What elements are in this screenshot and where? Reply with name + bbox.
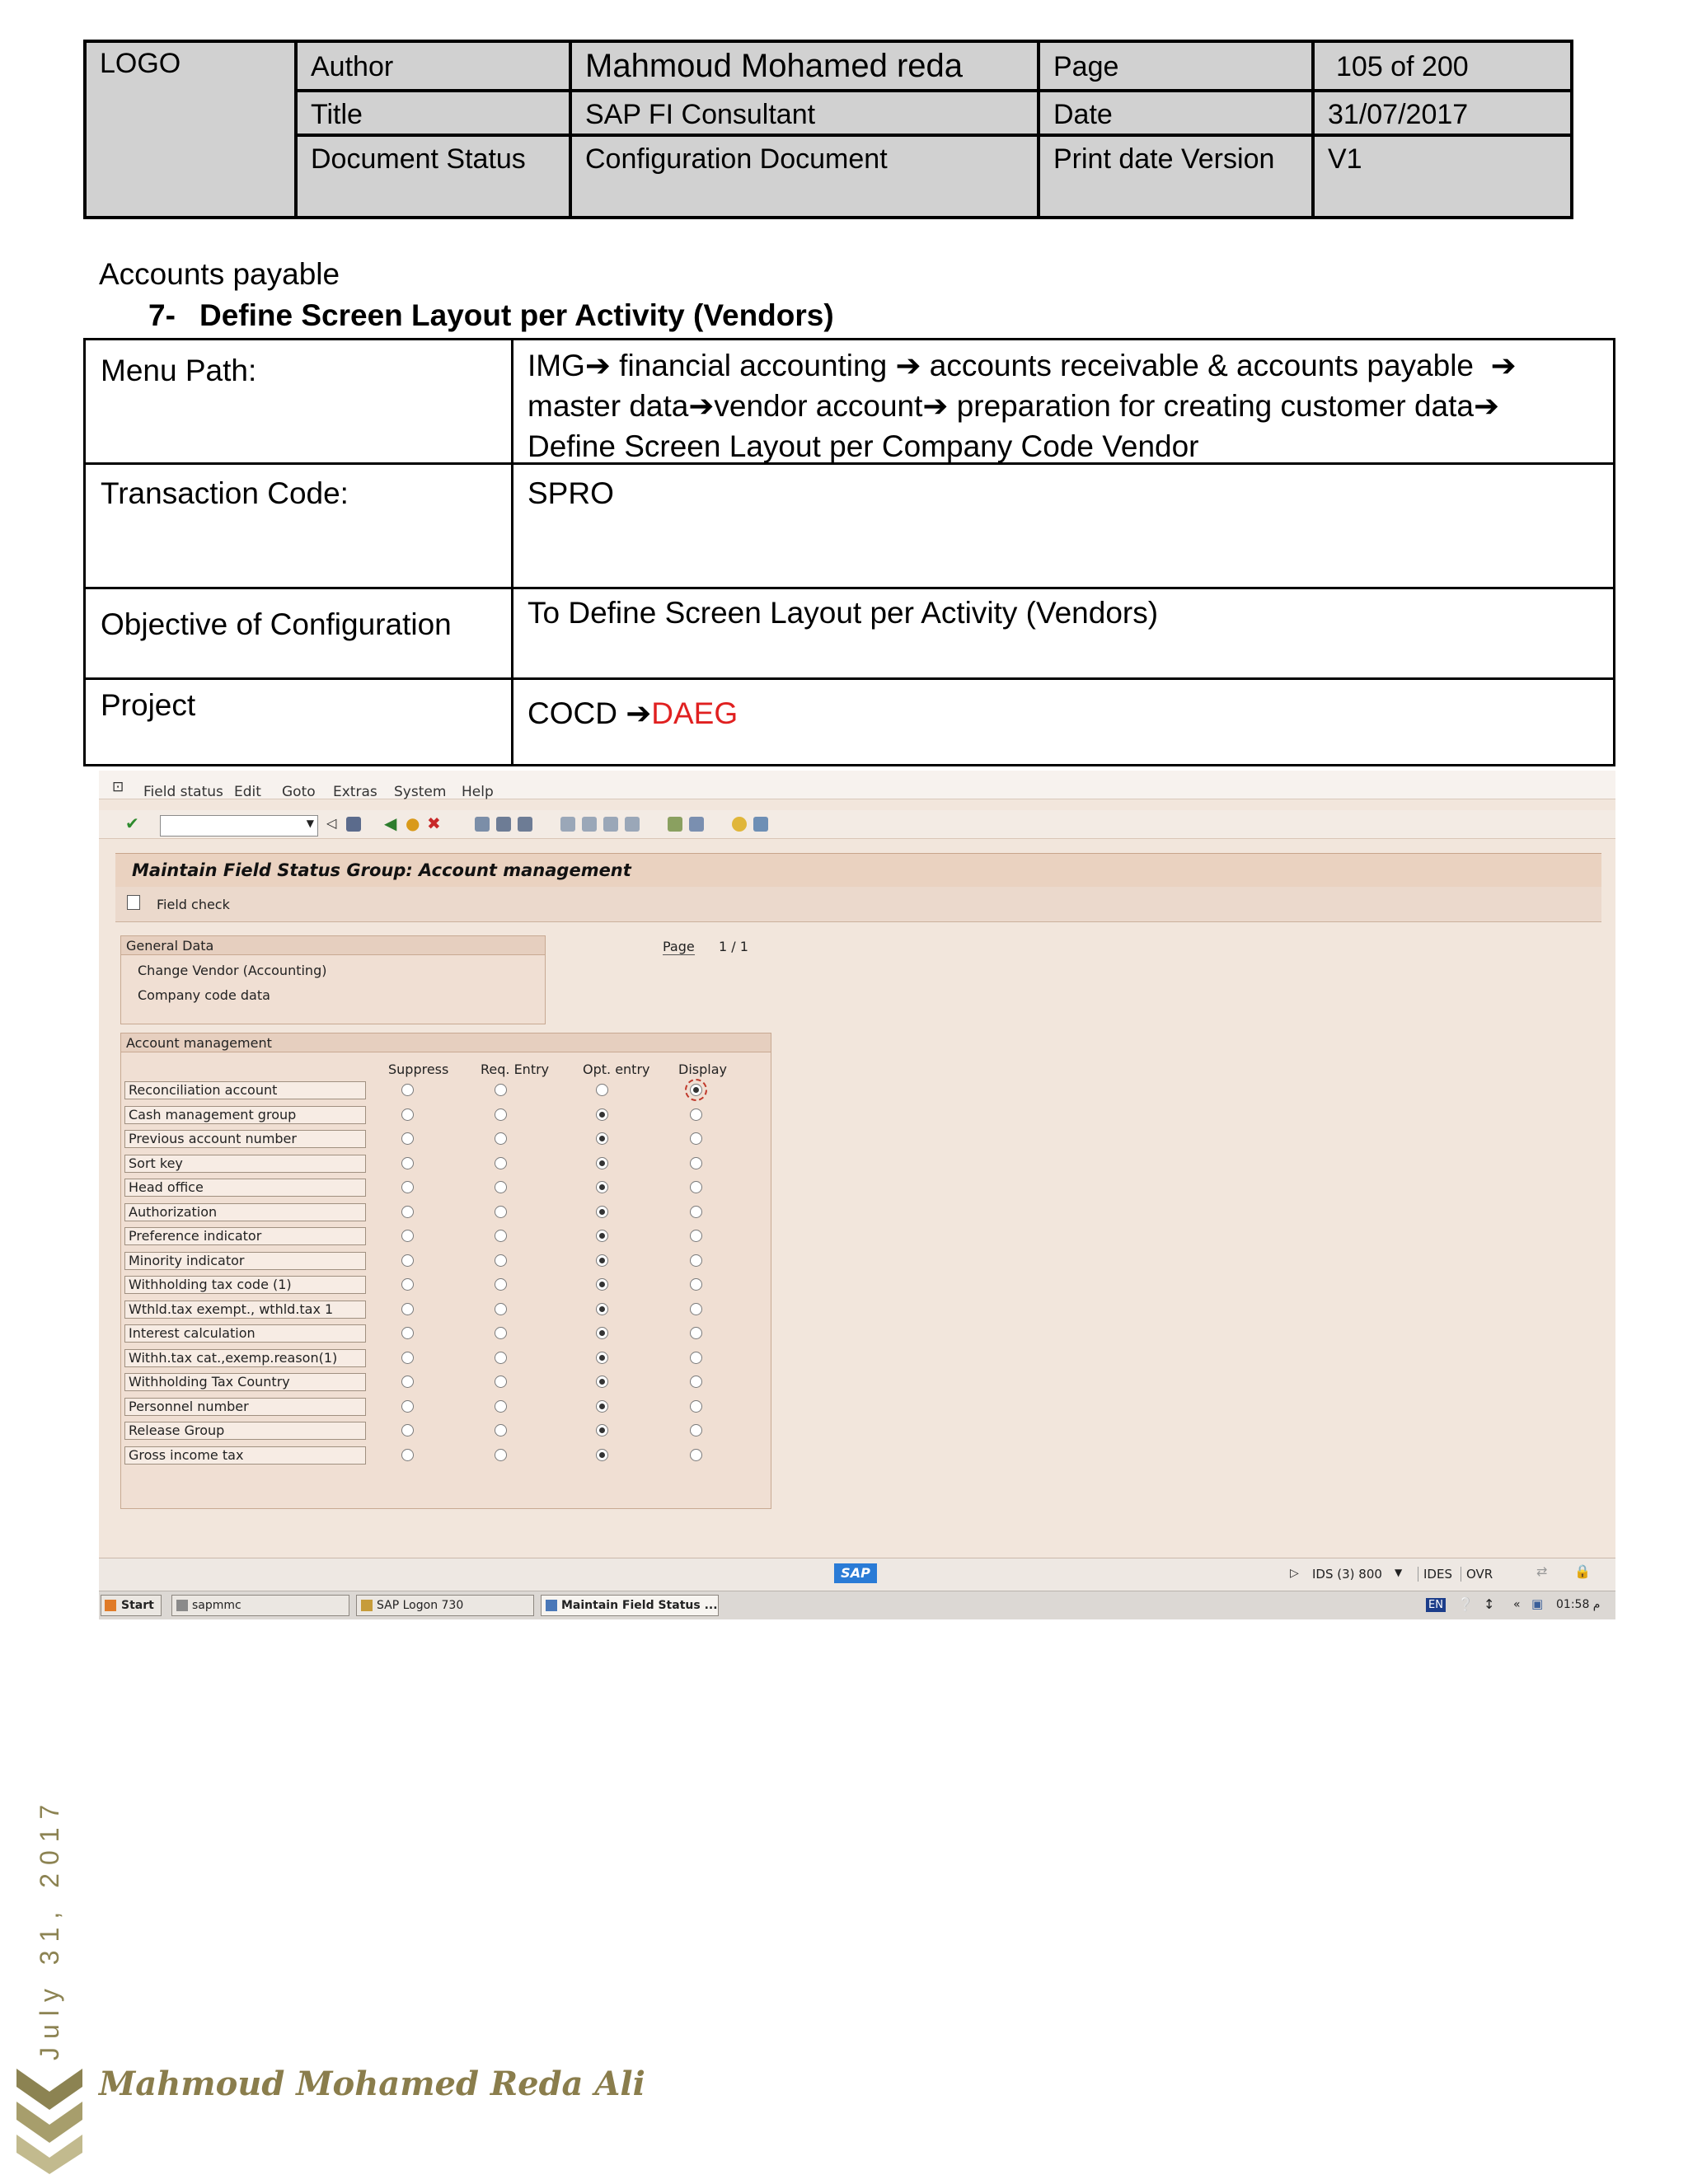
windows-logo-icon [105, 1600, 116, 1611]
objective-label: Objective of Configuration [101, 607, 452, 641]
footer-author: Mahmoud Mohamed Reda Ali [99, 2064, 645, 2103]
general-data-group [120, 935, 546, 1024]
general-data-title: General Data [126, 938, 214, 954]
menu-extras[interactable]: Extras [333, 784, 377, 800]
document-header-table [83, 40, 1573, 219]
suppress-radio[interactable] [401, 1400, 414, 1413]
display-radio[interactable] [690, 1230, 702, 1242]
chevron-down-icon[interactable]: ▼ [1395, 1567, 1403, 1578]
language-indicator[interactable]: EN [1426, 1598, 1446, 1612]
opt-entry-radio[interactable] [596, 1084, 608, 1096]
opt-entry-radio[interactable] [596, 1424, 608, 1436]
display-radio[interactable] [690, 1400, 702, 1413]
customize-layout-icon[interactable] [753, 817, 768, 832]
opt-entry-radio[interactable] [596, 1400, 608, 1413]
menu-system[interactable]: System [394, 784, 447, 800]
author-value: Mahmoud Mohamed reda [585, 48, 964, 84]
suppress-radio[interactable] [401, 1181, 414, 1193]
field-label: Preference indicator [124, 1227, 366, 1245]
back-arrow-icon[interactable]: ◁ [326, 815, 337, 831]
req-entry-radio[interactable] [495, 1352, 507, 1364]
account-management-group [120, 1033, 771, 1509]
req-entry-radio[interactable] [495, 1157, 507, 1169]
author-label: Author [311, 51, 394, 82]
field-label: Minority indicator [124, 1252, 366, 1270]
column-header-opt-entry: Opt. entry [583, 1062, 650, 1077]
find-next-icon[interactable] [518, 817, 532, 832]
field-label: Release Group [124, 1422, 366, 1440]
save-icon[interactable] [346, 817, 361, 832]
transaction-code-value: SPRO [528, 476, 614, 510]
opt-entry-radio[interactable] [596, 1157, 608, 1169]
suppress-radio[interactable] [401, 1230, 414, 1242]
column-header-suppress: Suppress [388, 1062, 449, 1077]
display-radio[interactable] [690, 1424, 702, 1436]
req-entry-radio[interactable] [495, 1327, 507, 1339]
help-icon[interactable]: ❔ [1457, 1596, 1474, 1612]
taskbar-item[interactable]: sapmmc [171, 1595, 349, 1616]
vertical-date: July 31, 2017 [35, 1796, 64, 2060]
field-label: Withholding tax code (1) [124, 1276, 366, 1294]
help-icon[interactable] [732, 817, 747, 832]
display-radio[interactable] [690, 1278, 702, 1291]
sap-screenshot [99, 771, 1615, 1619]
lock-icon[interactable]: 🔒 [1574, 1563, 1591, 1579]
suppress-radio[interactable] [401, 1254, 414, 1267]
general-data-line: Change Vendor (Accounting) [138, 963, 327, 978]
opt-entry-radio[interactable] [596, 1108, 608, 1121]
field-label: Cash management group [124, 1106, 366, 1124]
menu-exit-icon[interactable]: ⊡ [112, 779, 124, 795]
print-label: Print date Version [1053, 143, 1275, 175]
field-label: Gross income tax [124, 1446, 366, 1465]
suppress-radio[interactable] [401, 1327, 414, 1339]
opt-entry-radio[interactable] [596, 1449, 608, 1461]
req-entry-radio[interactable] [495, 1230, 507, 1242]
date-label: Date [1053, 99, 1113, 130]
suppress-radio[interactable] [401, 1278, 414, 1291]
status-label: Document Status [311, 143, 526, 175]
start-button[interactable]: Start [101, 1595, 162, 1616]
configuration-info-table [83, 338, 1615, 766]
page-value: 105 of 200 [1336, 51, 1469, 82]
print-icon[interactable] [475, 817, 490, 832]
date-value: 31/07/2017 [1328, 99, 1469, 130]
arrow-icon: ➔ [895, 349, 921, 382]
arrow-icon: ➔ [1490, 349, 1517, 382]
req-entry-radio[interactable] [495, 1181, 507, 1193]
req-entry-radio[interactable] [495, 1132, 507, 1145]
cancel-icon[interactable]: ✖ [427, 813, 441, 833]
page-label: Page [1053, 51, 1119, 82]
scroll-icon[interactable]: ⇄ [1536, 1563, 1548, 1579]
opt-entry-radio[interactable] [596, 1327, 608, 1339]
field-label: Withholding Tax Country [124, 1373, 366, 1391]
display-radio[interactable] [690, 1157, 702, 1169]
field-label: Previous account number [124, 1130, 366, 1148]
find-icon[interactable] [496, 817, 511, 832]
app-icon [176, 1600, 188, 1611]
title-label: Title [311, 99, 363, 130]
play-icon[interactable]: ▷ [1290, 1567, 1299, 1580]
opt-entry-radio[interactable] [596, 1132, 608, 1145]
suppress-radio[interactable] [401, 1157, 414, 1169]
sap-toolbar [99, 810, 1615, 839]
display-radio[interactable] [690, 1376, 702, 1388]
display-radio[interactable] [690, 1327, 702, 1339]
suppress-radio[interactable] [401, 1376, 414, 1388]
display-radio[interactable] [690, 1352, 702, 1364]
display-radio[interactable] [690, 1108, 702, 1121]
suppress-radio[interactable] [401, 1206, 414, 1218]
transaction-code-label: Transaction Code: [101, 476, 349, 510]
previous-page-icon[interactable] [582, 817, 597, 832]
status-value: Configuration Document [585, 143, 888, 175]
arrow-icon: ➔ [1474, 389, 1500, 423]
req-entry-radio[interactable] [495, 1254, 507, 1267]
field-check-icon[interactable] [127, 895, 140, 910]
req-entry-radio[interactable] [495, 1278, 507, 1291]
opt-entry-radio[interactable] [596, 1206, 608, 1218]
field-label: Authorization [124, 1203, 366, 1221]
column-header-display: Display [678, 1062, 727, 1077]
sap-status-bar [99, 1558, 1615, 1591]
section-number: 7- [148, 298, 176, 332]
new-session-icon[interactable] [668, 817, 682, 832]
arrow-icon: ➔ [584, 349, 611, 382]
display-radio[interactable] [690, 1132, 702, 1145]
arrow-icon: ➔ [922, 389, 949, 423]
suppress-radio[interactable] [401, 1108, 414, 1121]
opt-entry-radio[interactable] [596, 1254, 608, 1267]
field-label: Reconciliation account [124, 1081, 366, 1099]
chevron-down-icon[interactable]: ▼ [306, 818, 314, 829]
logo-placeholder: LOGO [100, 48, 181, 79]
opt-entry-radio[interactable] [596, 1352, 608, 1364]
req-entry-radio[interactable] [495, 1424, 507, 1436]
column-header-req-entry: Req. Entry [481, 1062, 550, 1077]
show-hidden-icon[interactable]: « [1513, 1598, 1521, 1611]
menu-field-status[interactable]: Field status [143, 784, 223, 800]
exit-icon[interactable]: ● [406, 813, 420, 833]
objective-row [86, 589, 1613, 680]
transaction-code-row [86, 465, 1613, 589]
tray-icon[interactable]: ↕ [1484, 1596, 1495, 1612]
app-icon [361, 1600, 373, 1611]
first-page-icon[interactable] [560, 817, 575, 832]
section-heading: Accounts payable [99, 257, 340, 291]
screen-title: Maintain Field Status Group: Account management [132, 860, 631, 880]
field-label: Wthld.tax exempt., wthld.tax 1 [124, 1301, 366, 1319]
back-icon[interactable]: ◀ [384, 813, 397, 833]
display-radio[interactable] [690, 1206, 702, 1218]
req-entry-radio[interactable] [495, 1449, 507, 1461]
opt-entry-radio[interactable] [596, 1278, 608, 1291]
arrow-icon: ➔ [626, 696, 652, 730]
req-entry-radio[interactable] [495, 1108, 507, 1121]
req-entry-radio[interactable] [495, 1084, 507, 1096]
display-radio[interactable] [690, 1303, 702, 1315]
req-entry-radio[interactable] [495, 1303, 507, 1315]
req-entry-radio[interactable] [495, 1376, 507, 1388]
sap-logo: SAP [834, 1563, 877, 1583]
menu-path-label: Menu Path: [101, 354, 257, 387]
field-label: Interest calculation [124, 1324, 366, 1343]
chevron-logo-icon [16, 2069, 82, 2174]
application-toolbar [115, 887, 1601, 922]
suppress-radio[interactable] [401, 1352, 414, 1364]
display-radio[interactable] [690, 1181, 702, 1193]
next-page-icon[interactable] [603, 817, 618, 832]
menu-path-line-2: master data➔vendor account➔ preparation for creating customer data➔ [528, 389, 1500, 423]
menu-help[interactable]: Help [462, 784, 494, 800]
last-page-icon[interactable] [625, 817, 640, 832]
opt-entry-radio[interactable] [596, 1376, 608, 1388]
section-subheading: Define Screen Layout per Activity (Vendors) [199, 298, 834, 332]
project-row [86, 680, 1613, 766]
general-data-line: Company code data [138, 987, 270, 1003]
taskbar-item[interactable]: SAP Logon 730 [356, 1595, 534, 1616]
suppress-radio[interactable] [401, 1303, 414, 1315]
arrow-icon: ➔ [688, 389, 715, 423]
project-label: Project [101, 688, 196, 722]
page-label: Page [663, 939, 695, 954]
objective-value: To Define Screen Layout per Activity (Vendors) [528, 596, 1159, 630]
req-entry-radio[interactable] [495, 1400, 507, 1413]
screen-title-bar [115, 853, 1601, 888]
enter-icon[interactable]: ✔ [125, 813, 139, 833]
network-icon[interactable]: ▣ [1531, 1596, 1544, 1611]
sap-menubar [99, 771, 1615, 799]
system-info[interactable]: IDS (3) 800 [1312, 1567, 1382, 1582]
project-value: COCD ➔DAEG [528, 696, 738, 730]
opt-entry-radio[interactable] [596, 1181, 608, 1193]
menu-path-line-3: Define Screen Layout per Company Code Vendor [528, 429, 1199, 463]
opt-entry-radio[interactable] [596, 1303, 608, 1315]
field-label: Withh.tax cat.,exemp.reason(1) [124, 1349, 366, 1367]
opt-entry-radio[interactable] [596, 1230, 608, 1242]
req-entry-radio[interactable] [495, 1206, 507, 1218]
page-indicator: 1 / 1 [719, 939, 748, 954]
clock[interactable]: 01:58 م [1556, 1598, 1601, 1611]
display-radio[interactable] [690, 1254, 702, 1267]
project-code: DAEG [651, 696, 738, 730]
field-label: Sort key [124, 1155, 366, 1173]
suppress-radio[interactable] [401, 1424, 414, 1436]
menu-goto[interactable]: Goto [282, 784, 316, 800]
field-label: Head office [124, 1179, 366, 1197]
title-value: SAP FI Consultant [585, 99, 816, 130]
taskbar-item-active[interactable]: Maintain Field Status ... [541, 1595, 719, 1616]
menu-path-line-1: IMG➔ financial accounting ➔ accounts receivable & accounts payable ➔ [528, 349, 1517, 382]
menu-edit[interactable]: Edit [234, 784, 261, 800]
suppress-radio[interactable] [401, 1084, 414, 1096]
display-radio[interactable] [690, 1084, 702, 1096]
account-management-title: Account management [126, 1035, 272, 1051]
suppress-radio[interactable] [401, 1449, 414, 1461]
menu-path-row [86, 340, 1613, 465]
windows-taskbar [99, 1591, 1615, 1619]
field-check-button[interactable]: Field check [157, 897, 230, 912]
display-radio[interactable] [690, 1449, 702, 1461]
command-field[interactable] [160, 815, 318, 837]
suppress-radio[interactable] [401, 1132, 414, 1145]
app-icon [546, 1600, 557, 1611]
insert-mode[interactable]: OVR [1461, 1567, 1493, 1582]
server-name: IDES [1418, 1567, 1452, 1582]
field-label: Personnel number [124, 1398, 366, 1416]
shortcut-icon[interactable] [689, 817, 704, 832]
print-value: V1 [1328, 143, 1362, 175]
